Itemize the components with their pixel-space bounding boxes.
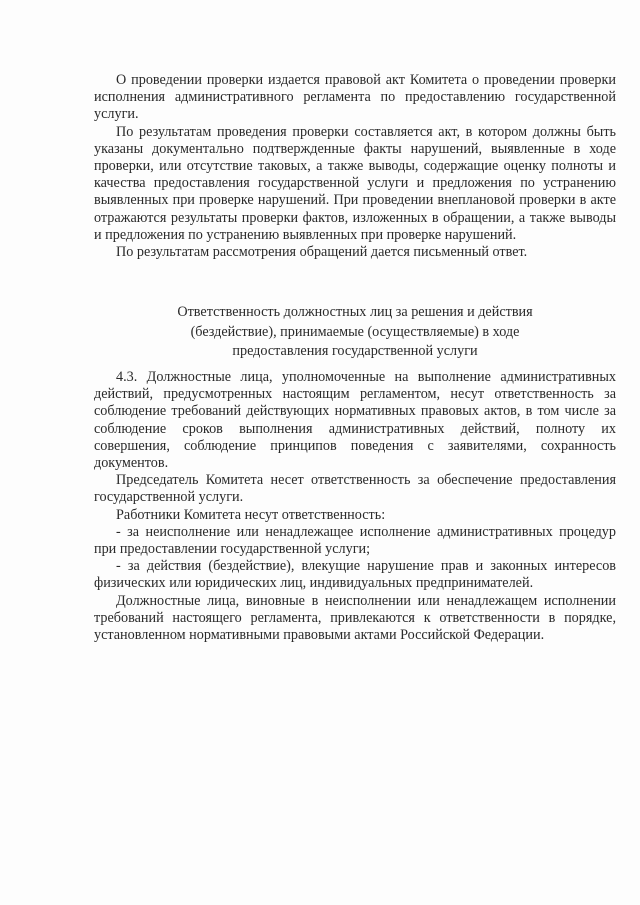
section-heading-line-3: предоставления государственной услуги — [232, 343, 478, 359]
paragraph-legal-act: О проведении проверки издается правовой акт Комитета о проведении проверки исполнения административного регламента по предоставлению государственной услуги. — [94, 72, 616, 123]
section-heading-line-2: (бездействие), принимаемые (осуществляемые) в ходе — [190, 323, 520, 340]
list-item-procedures: - за неисполнение или ненадлежащее исполнение административных процедур при предоставлении государственной услуги; — [94, 523, 616, 558]
section-heading — [94, 303, 616, 362]
paragraph-employees: Работники Комитета несут ответственность: — [116, 506, 386, 523]
paragraph-4-3: 4.3. Должностные лица, уполномоченные на выполнение административных действий, предусмотренных настоящим регламентом, несут ответственность за соблюдение требований действующих нормативных правовых актов, в том числе за соблюдение сроков выполнения административных действий, полноту их совершения, соблюдение принципов поведения с заявителями, сохранность документов. — [94, 369, 616, 472]
paragraph-written-reply: По результатам рассмотрения обращений дается письменный ответ. — [116, 244, 528, 261]
section-heading-line-1: Ответственность должностных лиц за решения и действия — [177, 304, 533, 320]
paragraph-liability: Должностные лица, виновные в неисполнении или ненадлежащем исполнении требований настоящего регламента, привлекаются к ответственности в порядке, установленном нормативными правовыми актами Российской Федерации. — [94, 592, 616, 644]
paragraph-chairman: Председатель Комитета несет ответственность за обеспечение предоставления государственной услуги. — [94, 472, 616, 506]
list-item-rights-violation: - за действия (бездействие), влекущие нарушение прав и законных интересов физических или юридических лиц, индивидуальных предпринимателей. — [94, 558, 616, 592]
inspection-results-section — [94, 72, 616, 261]
paragraph-inspection-act: По результатам проведения проверки составляется акт, в котором должны быть указаны документально подтвержденные факты нарушений, выявленные в ходе проверки, или отсутствие таковых, а также выводы, содержащие оценку полноты и качества предоставления государственной услуги и предложения по устранению выявленных при проверке нарушений. При проведении внеплановой проверки в акте отражаются результаты проверки фактов, изложенных в обращении, а также выводы и предложения по устранению выявленных при проверке нарушений. — [94, 123, 616, 243]
responsibility-section — [94, 369, 616, 644]
